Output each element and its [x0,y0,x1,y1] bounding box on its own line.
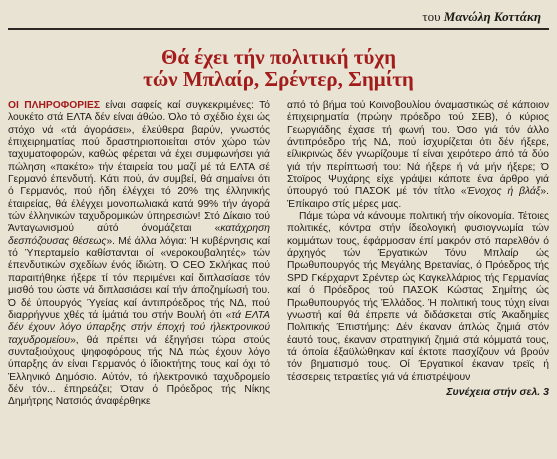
left-quote-2: τά ΕΛΤΑ δέν έχουν λόγο ύπαρξης στήν έποχή τού ήλεκτρονικού ταχυδρομείου [8,309,270,346]
headline-line-2: τών Μπλαίρ, Σρέντερ, Σημίτη [143,67,414,91]
right-paragraph-2: Πάμε τώρα νά κάνουμε πολιτική τήν οίκονομία. Τέτοιες πολιτικές, κόντρα στήν ίδεολογική φυσιογνωμία τών κομμάτων τους, έφάρμοσαν έπί μακρόν στό παρελθόν ό άρχηγός τών Έργατικών Τόνυ Μπλαίρ ώς Πρωθυπουργός τής Μεγάλης Βρετανίας, ό Πρόεδρος τής SPD Γκέρχαρντ Σρέντερ ώς Καγκελλάριος τής Γερμανίας καί ό Πρόεδρος τού ΠΑΣΟΚ Κώστας Σημίτης ώς Πρωθυπουργός τής Έλλάδος. Ή πολιτική τους τύχη είναι γνωστή καί θά έπρεπε νά διδάσκεται στίς Άκαδημίες Πολιτικής Έπιστήμης: Δέν έκαναν άπλώς ζημιά στόν έαυτό τους, έκαναν στρατηγική ζημιά στά κόμματά τους, τά όποία έξαϋλώθηκαν καί έκτοτε πασχίζουν νά βρούν τόν βηματισμό τους. Οί Έργατικοί έκαναν τρεϊς ή τέσσερεις τετραετίες γιά νά έπιστρέψουν [287,211,549,383]
left-text-c: », θά πρέπει νά έξηγήσει τώρα στούς συνταξιούχους ψηφοφόρους τής ΝΔ πώς έχουν λόγο ύπαρξης άν είναι Γερμανός ό ίδιοκτήτης τους καί όχι τό Έλληνικό Δημόσιο. Αύτόν, τό ήλεκτρονικό ταχυδρομείο δέν τόν... έπηρεάζει; Όταν ό Πρόεδρος τής Νίκης Δημήτρης Νατσιός άναφέρθηκε [8,334,270,408]
byline-bar [8,6,549,30]
byline [422,9,541,25]
column-left [8,100,270,409]
left-text-a: είναι σαφείς καί συγκεκριμένες: Τό λουκέτο στά ΕΛΤΑ δέν είναι άθώο. Όλο τό σχέδιο έχει ώς στόχο νά «τά άγοράσει», έλεύθερα βαρύν, γνωστός έπιχειρηματίας πού δραστηριοποιείται στόν χώρο τών ταχυματοφορών, καθώς φέρεται νά έχει συμφωνήσει γιά πώληση «πακέτο» τήν έταιρεία του μαζί μέ τά ΕΛΤΑ σέ Γερμανό έπενδυτή. Κάτι πού, άν συμβεί, θά σημαίνει ότι ό Γερμανός, πού ήδη έλέγχει τό 20% της έλληνικής έταιρείας, θά έλέγχει μονοπωλιακά κατά 99% τήν άγορά τών έλληνικών ταχυδρομικών ύπηρεσιών! Στό Δίκαιο τού Άνταγωνισμού αύτό όνομάζεται « [8,100,270,235]
left-paragraph-1 [8,100,270,409]
right-text-b: ». Έπίκαιρο στίς μέρες μας. [287,186,549,210]
headline [8,46,549,90]
article-body [8,100,549,409]
left-text-b: ». Μέ άλλα λόγια: Ή κυβέρνησις καί τό Ύπερταμείο καθίστανται οί «νεροκουβαλητές» τών έπενδυτικών σχεδίων ένός ίδιώτη. Ό CEO Σκλήκας πού παραιτήθηκε ήξερε τί τόν περιμένει καί διπλασίασε τόν μισθό του ώστε νά διπλασιάσει καί τήν άποζημίωσή του. Ό δέ ύπουργός Ύγείας καί άντιπρόεδρος τής ΝΔ, πού διαρρήγνυε χθές τά ίμάτιά του στήν Βουλή ότι « [8,235,270,321]
lead-in: ΟΙ ΠΛΗΡΟΦΟΡΙΕΣ [8,100,101,111]
right-text-a: από τό βήμα τού Κοινοβουλίου όναμαστικώς σέ κάποιον έπιχειρηματία (πρώην πρόεδρο τού ΣΕΒ), ό κύριος Γεωργιάδης έχασε τή φωνή του. Όσο γιά τόν άλλο άντιπρόεδρο τής ΝΔ, πού ίσχυρίζεται ότι δέν ήξερε, είλικρινώς δέν γνωρίζουμε τί είναι χειρότερο άπό τά δύο γιά τήν περίπτωσή του: Νά ήξερε ή νά μήν ήξερε; Ό Στοϊρος Ψυχάρης είχε γράψει κάποτε ένα άρθρο γιά ύπουργό τού ΠΑΣΟΚ μέ τόν τίτλο « [287,100,549,198]
right-quote-1: Ένοχος ή βλάξ [466,186,541,198]
continued-note: Συνέχεια στήν σελ. 3 [446,385,549,398]
column-right [287,100,549,409]
byline-author: Μανώλη Κοττάκη [443,9,541,24]
byline-prefix: του [422,9,441,24]
headline-line-1: Θά έχει τήν πολιτική τύχη [160,45,396,69]
left-quote-1: κατάχρηση δεσπόζουσας θέσεως [8,223,270,247]
right-paragraph-1 [287,100,549,211]
